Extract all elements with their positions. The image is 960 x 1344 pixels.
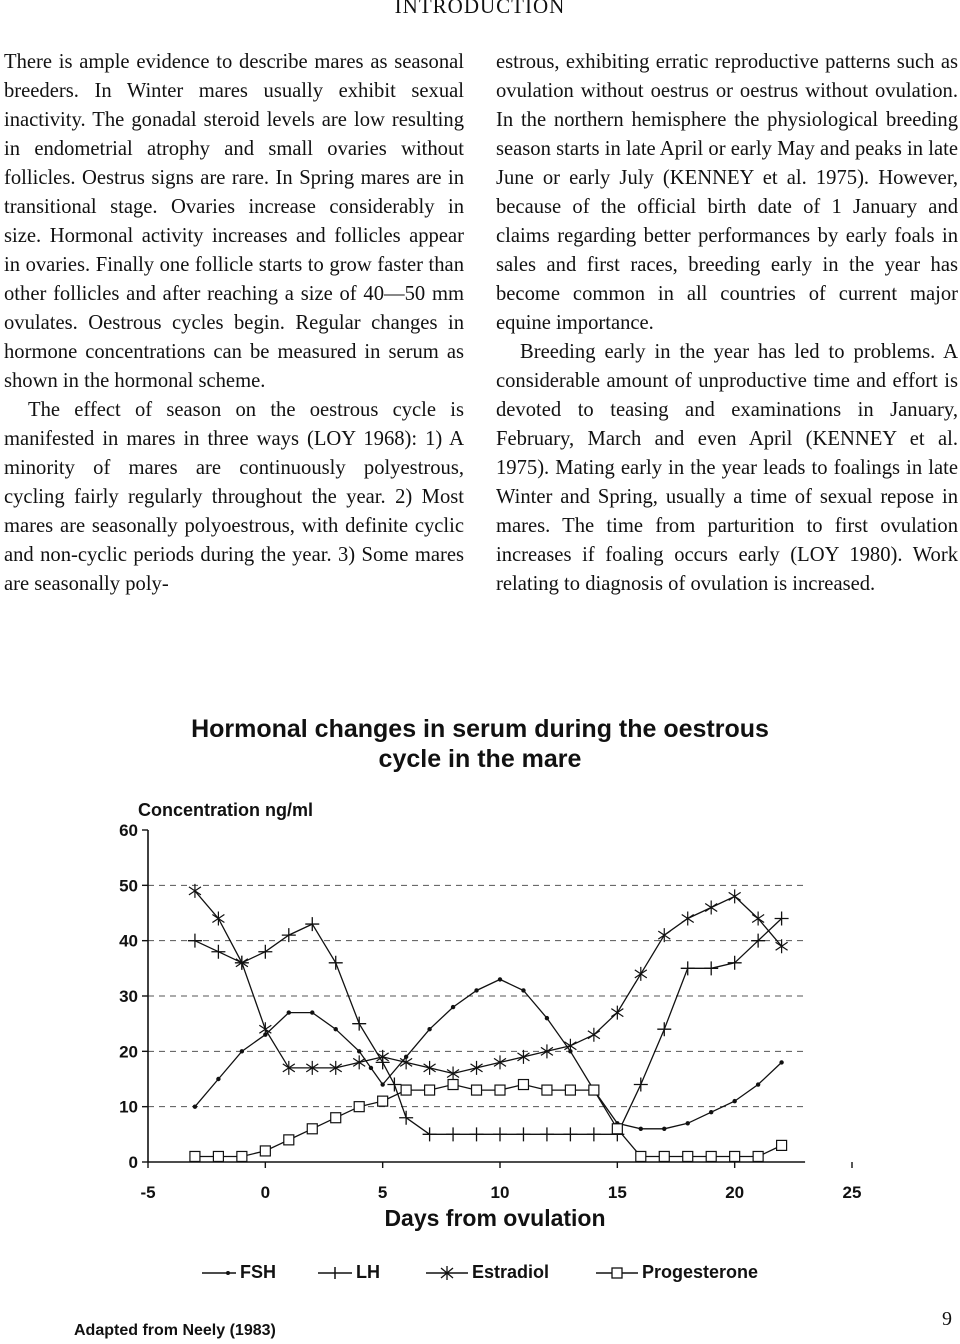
fsh-point (310, 1010, 314, 1014)
paragraph: The effect of season on the oestrous cycle is manifested in mares in three ways (LOY 1968): 1) A minority of mares are continuously polyestrous, cycling fairly regularly throughout the year. 2) Most mares are seasonally polyoestrous, with definite cyclic and non-cyclic periods during the year. 3) Some mares are seasonally poly- (4, 399, 464, 595)
fsh-point (287, 1010, 291, 1014)
progesterone-point (401, 1085, 411, 1095)
lh-point (493, 1127, 507, 1141)
progesterone-point (331, 1113, 341, 1123)
progesterone-point (659, 1151, 669, 1161)
y-tick-label: 40 (119, 931, 138, 951)
progesterone-point (213, 1151, 223, 1161)
estradiol-point (471, 1061, 483, 1075)
lh-point (587, 1127, 601, 1141)
progesterone-point (589, 1085, 599, 1095)
x-axis-label: Days from ovulation (384, 1205, 606, 1231)
progesterone-point (237, 1151, 247, 1161)
fsh-point (709, 1110, 713, 1114)
lh-point (211, 945, 225, 959)
estradiol-point (517, 1050, 529, 1064)
fsh-point (779, 1060, 783, 1064)
y-tick-label: 30 (119, 987, 138, 1006)
x-tick-label: 0 (260, 1183, 271, 1202)
estradiol-point (611, 1006, 623, 1020)
estradiol-point (729, 889, 741, 903)
page-number: 9 (942, 1308, 952, 1330)
x-tick-label: 10 (490, 1183, 510, 1202)
estradiol-line (195, 891, 782, 1074)
legend-progesterone-square-icon (596, 1265, 638, 1281)
progesterone-point (378, 1096, 388, 1106)
chart-title: Hormonal changes in serum during the oestrous cycle in the mare (191, 715, 769, 773)
progesterone-point (307, 1124, 317, 1134)
series-fsh (193, 977, 784, 1131)
fsh-point (521, 988, 525, 992)
progesterone-point (425, 1085, 435, 1095)
progesterone-point (706, 1151, 716, 1161)
progesterone-point (777, 1140, 787, 1150)
legend-label-fsh: FSH (240, 1262, 276, 1282)
figure-source-note: Adapted from Neely (1983) (74, 1322, 276, 1339)
fsh-point (369, 1066, 373, 1070)
fsh-point (357, 1049, 361, 1053)
estradiol-point (447, 1066, 459, 1080)
paragraph: estrous, exhibiting erratic reproductive patterns such as ovulation without oestrus or oestrus without ovulation. In the northern hemisphere the physiological breeding season starts in late April or early May and peaks in late June or early July (KENNEY et al. 1975). However, because of the official birth date of 1 January and claims regarding better performances by early foals in sales and first races, breeding early in the year has become common in all countries of current major equine importance. (496, 51, 958, 334)
estradiol-point (259, 1022, 271, 1036)
x-tick-label: 20 (725, 1183, 745, 1202)
chart-legend (190, 1262, 810, 1290)
text-column-right (496, 48, 958, 599)
x-tick-label: 5 (377, 1183, 388, 1202)
fsh-point (498, 977, 502, 981)
lh-point (446, 1127, 460, 1141)
progesterone-point (565, 1085, 575, 1095)
lh-point (423, 1127, 437, 1141)
paragraph: There is ample evidence to describe mares as seasonal breeders. In Winter mares usually exhibit sexual inactivity. The gonadal steroid levels are low resulting in endometrial atrophy and small ovaries without follicles. Oestrus signs are rare. In Spring mares are in transitional stage. Ovaries increase considerably in size. Hormonal activity increases and follicles appear in ovaries. Finally one follicle starts to grow faster than other follicles and after reaching a size of 40—50 mm ovulates. Oestrous cycles begin. Regular changes in hormone concentrations can be measured in serum as shown in the hormonal scheme. (4, 51, 464, 392)
legend-estradiol-asterisk-icon (426, 1265, 468, 1281)
fsh-point (240, 1049, 244, 1053)
progesterone-point (636, 1151, 646, 1161)
lh-point (540, 1127, 554, 1141)
lh-line (195, 919, 782, 1135)
lh-point (387, 1078, 401, 1092)
progesterone-point (753, 1151, 763, 1161)
progesterone-point (683, 1151, 693, 1161)
x-tick-label: 25 (842, 1183, 862, 1202)
estradiol-point (494, 1055, 506, 1069)
x-tick-label: 15 (607, 1183, 627, 1202)
fsh-point (639, 1127, 643, 1131)
lh-point (470, 1127, 484, 1141)
y-tick-label: 0 (128, 1153, 138, 1172)
progesterone-point (284, 1135, 294, 1145)
lh-point (305, 917, 319, 931)
legend-item-fsh (202, 1262, 276, 1283)
estradiol-point (635, 967, 647, 981)
y-tick-label: 50 (119, 876, 138, 896)
estradiol-point (588, 1028, 600, 1042)
estradiol-point (424, 1061, 436, 1075)
progesterone-point (730, 1151, 740, 1161)
legend-label-progesterone: Progesterone (642, 1262, 759, 1282)
legend-fsh-line-icon (202, 1266, 236, 1280)
series-progesterone (190, 1080, 787, 1162)
progesterone-point (448, 1080, 458, 1090)
series-estradiol (189, 884, 788, 1081)
lh-point (516, 1127, 530, 1141)
progesterone-point (495, 1085, 505, 1095)
progesterone-point (612, 1124, 622, 1134)
progesterone-point (542, 1085, 552, 1095)
lh-point (563, 1127, 577, 1141)
text-column-left (4, 48, 464, 599)
lh-point (681, 961, 695, 975)
estradiol-point (541, 1044, 553, 1058)
fsh-point (193, 1104, 197, 1108)
estradiol-point (658, 928, 670, 942)
estradiol-point (705, 900, 717, 914)
lh-point (188, 934, 202, 948)
lh-point (657, 1022, 671, 1036)
progesterone-point (472, 1085, 482, 1095)
y-tick-label: 60 (119, 821, 138, 840)
legend-lh-plus-icon (318, 1266, 352, 1280)
fsh-point (662, 1127, 666, 1131)
lh-point (399, 1111, 413, 1125)
fsh-point (334, 1027, 338, 1031)
fsh-point (732, 1099, 736, 1103)
legend-item-estradiol (426, 1262, 549, 1283)
legend-item-lh (318, 1262, 380, 1283)
y-axis-label: Concentration ng/ml (138, 800, 313, 820)
legend-label-estradiol: Estradiol (472, 1262, 550, 1282)
estradiol-point (682, 912, 694, 926)
fsh-point (545, 1016, 549, 1020)
lh-point (282, 928, 296, 942)
progesterone-point (354, 1102, 364, 1112)
paragraph: Breeding early in the year has led to problems. A considerable amount of unproductive time and effort is devoted to teasing and examinations in January, February, March and even April (KENNEY et al. 1975). Mating early in the year leads to foalings in late Winter and Spring, usually a time of sexual repose in mares. The time from parturition to first ovulation increases if foaling occurs early (LOY 1980). Work relating to diagnosis of ovulation is increased. (496, 341, 958, 595)
y-tick-label: 20 (119, 1042, 138, 1062)
fsh-point (756, 1082, 760, 1086)
fsh-point (380, 1082, 384, 1086)
x-tick-label: -5 (140, 1183, 156, 1202)
lh-point (258, 945, 272, 959)
progesterone-point (518, 1080, 528, 1090)
fsh-point (216, 1077, 220, 1081)
lh-point (329, 956, 343, 970)
lh-point (704, 961, 718, 975)
progesterone-point (190, 1151, 200, 1161)
fsh-point (427, 1027, 431, 1031)
hormone-line-chart (0, 790, 960, 1210)
fsh-point (474, 988, 478, 992)
legend-item-progesterone (596, 1262, 758, 1283)
y-tick-label: 10 (119, 1097, 138, 1117)
progesterone-point (260, 1146, 270, 1156)
fsh-point (686, 1121, 690, 1125)
lh-point (634, 1078, 648, 1092)
running-header: INTRODUCTION (394, 0, 566, 18)
fsh-point (451, 1005, 455, 1009)
legend-label-lh: LH (356, 1262, 380, 1282)
lh-point (352, 1017, 366, 1031)
